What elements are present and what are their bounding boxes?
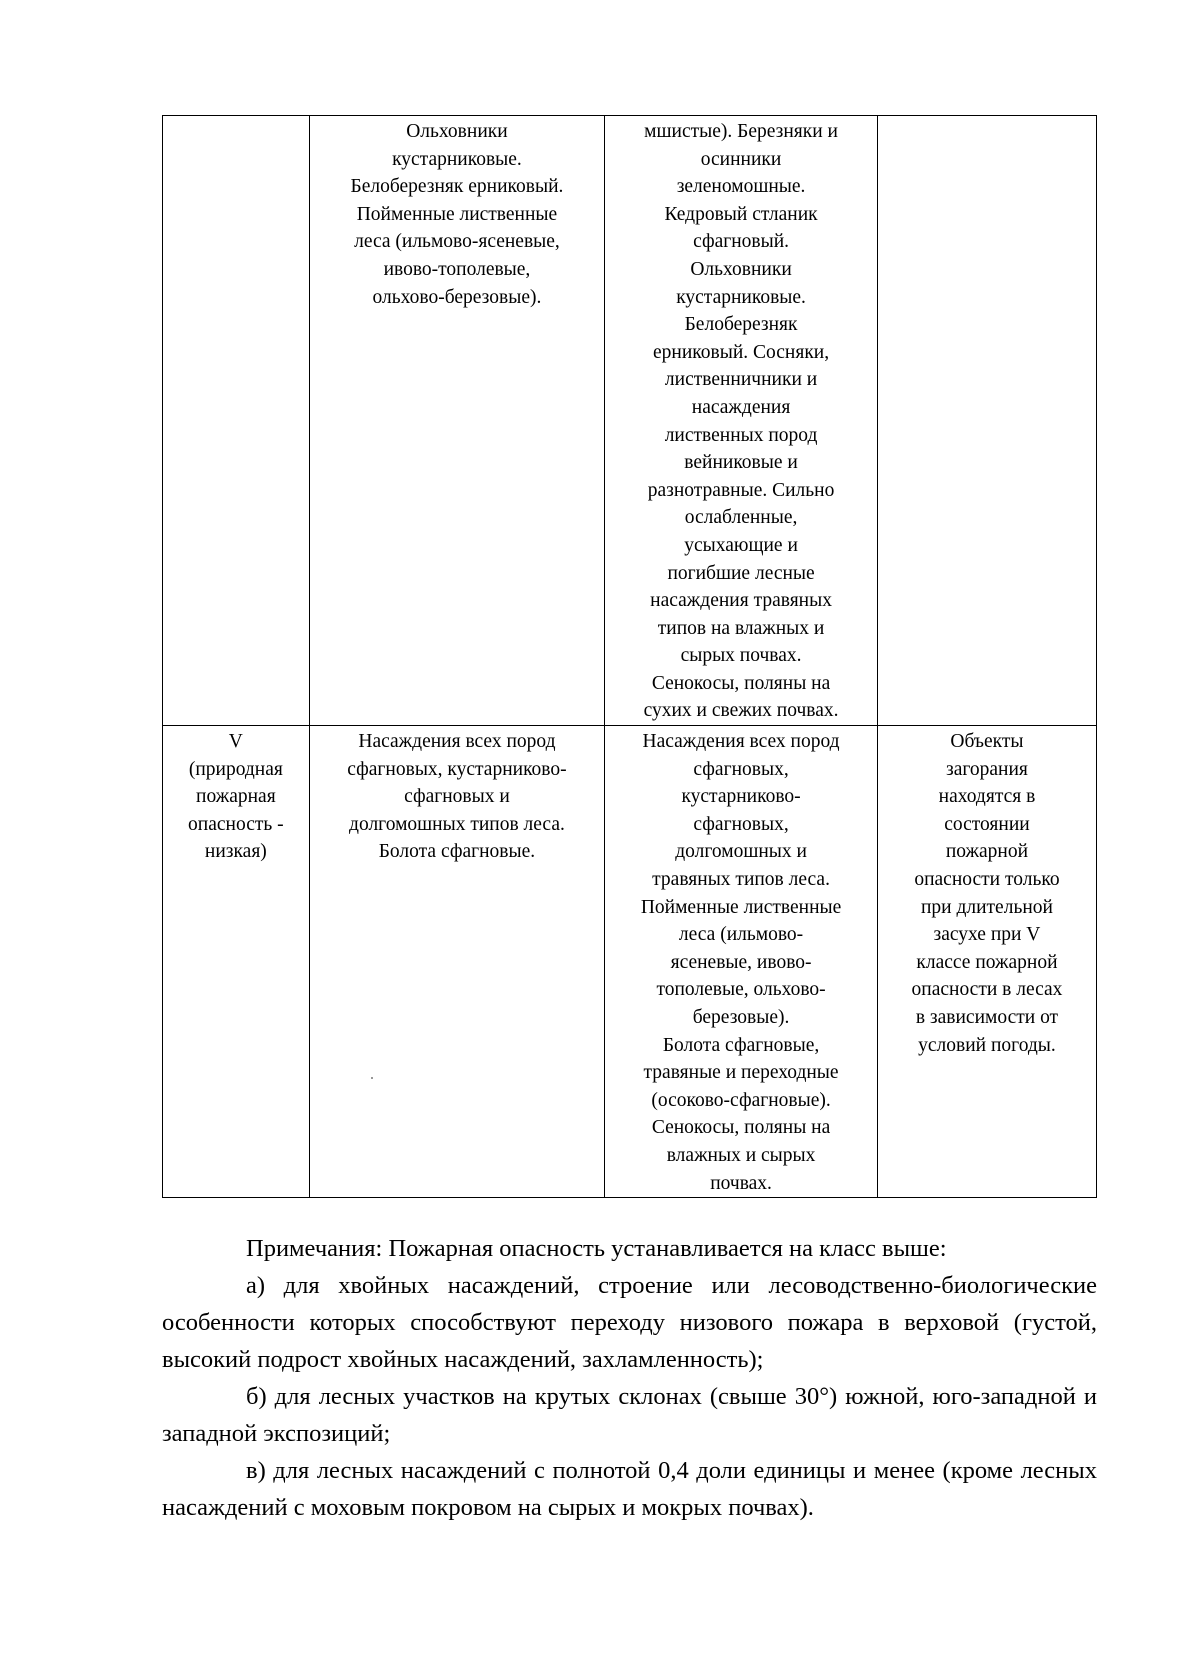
cell-line: лиственных пород [664,424,818,446]
cell-line: загорания [946,758,1028,780]
cell-line: леса (ильмово-ясеневые, [354,231,560,253]
cell-line: опасность - [188,813,284,835]
cell-line: опасности в лесах [911,979,1063,1001]
cell-line: Пойменные лиственные [640,896,842,918]
cell-line: типов на влажных и [657,617,825,639]
cell-line: классе пожарной [916,951,1058,973]
cell-line: почвах. [710,1172,772,1194]
cell-line: усыхающие и [684,534,798,556]
cell-line: Насаждения всех пород [642,731,840,753]
note-item-b: б) для лесных участков на крутых склонах (свыше 30°) южной, юго-западной и западной экспозиций; [162,1383,1097,1447]
cell-line: (осоково-сфагновые). [651,1089,831,1111]
cell-line: сфагновый. [693,231,790,253]
cell-line: при длительной [920,896,1053,918]
cell-line: березовые). [692,1007,790,1028]
cell-line: погибшие лесные [667,562,815,584]
cell-line: Белоберезняк [684,314,798,336]
scan-speck [371,1077,373,1079]
cell-line: мшистые). Березняки и [644,121,838,142]
hazard-class-cell [163,116,310,726]
table-row [163,726,1097,1198]
note-item-c: в) для лесных насаждений с полнотой 0,4 доли единицы и менее (кроме лесных насаждений с моховым покровом на сырых и мокрых почвах). [162,1457,1097,1521]
cell-line: состоянии [944,813,1030,835]
conditions-cell [877,116,1096,726]
cell-line: травяных типов леса. [652,869,830,891]
cell-line: влажных и сырых [666,1144,816,1166]
other-areas-cell [605,726,878,1198]
cell-line: кустарниковые. [392,148,522,170]
cell-line: леса (ильмово- [678,924,804,946]
cell-line: Пойменные лиственные [356,203,558,225]
cell-line: осинники [700,148,782,170]
cell-line: засухе при V [933,924,1041,946]
cell-line: зеленомошные. [676,176,806,198]
cell-line: условий погоды. [918,1034,1056,1056]
cell-line: сфагновых, кустарниково- [347,758,567,780]
cell-line: ивово-тополевые, [383,258,531,280]
cell-line: ерниковый. Сосняки, [653,341,830,363]
other-areas-cell [605,116,878,726]
forest-types-cell [309,116,604,726]
cell-line: Белоберезняк ерниковый. [350,176,564,198]
cell-line: сухих и свежих почвах. [643,700,839,722]
cell-line: ясеневые, ивово- [670,951,812,973]
cell-line: низкая) [204,841,267,863]
cell-line: Болота сфагновые, [662,1034,820,1056]
forest-types-cell [309,726,604,1198]
notes-section [162,1230,1097,1526]
hazard-class-cell [163,726,310,1198]
cell-line: Объекты [950,731,1024,753]
cell-line: тополевые, ольхово- [656,979,826,1001]
cell-line: сфагновых, [693,758,789,780]
cell-line: травяные и переходные [643,1062,839,1084]
fire-hazard-table [162,115,1097,1198]
notes-intro: Примечания: Пожарная опасность устанавливается на класс выше: [246,1235,947,1262]
cell-line: Болота сфагновые. [378,841,536,863]
cell-line: Ольховники [406,121,508,142]
cell-line: насаждения травяных [650,590,832,612]
cell-line: сфагновых и [404,786,510,808]
cell-line: долгомошных и [675,841,807,863]
cell-line: сфагновых, [693,813,789,835]
note-item-a: а) для хвойных насаждений, строение или лесоводственно-биологические особенности которых способствуют переходу низового пожара в верховой (густой, высокий подрост хвойных насаждений, захламленность); [162,1272,1097,1373]
table-row [163,116,1097,726]
cell-line: разнотравные. Сильно [647,479,835,501]
cell-line: насаждения [691,396,791,418]
cell-line: Ольховники [690,258,792,280]
cell-line: сырых почвах. [680,645,802,667]
cell-line: находятся в [938,786,1036,808]
cell-line: Насаждения всех пород [358,731,556,753]
cell-line: долгомошных типов леса. [349,813,565,835]
cell-line: ольхово-березовые). [372,286,542,308]
cell-line: (природная [188,758,283,780]
cell-line: в зависимости от [915,1007,1059,1028]
cell-line: Сенокосы, поляны на [651,1117,831,1139]
cell-line: вейниковые и [684,452,798,474]
cell-line: Сенокосы, поляны на [651,672,831,694]
cell-line: V [228,731,243,753]
cell-line: ослабленные, [684,507,798,529]
cell-line: опасности только [914,869,1060,891]
cell-line: кустарниково- [681,786,801,808]
conditions-cell [877,726,1096,1198]
cell-line: Кедровый стланик [664,203,818,225]
cell-line: пожарной [945,841,1029,863]
cell-line: лиственничники и [664,369,818,391]
cell-line: кустарниковые. [676,286,806,308]
cell-line: пожарная [196,786,276,808]
